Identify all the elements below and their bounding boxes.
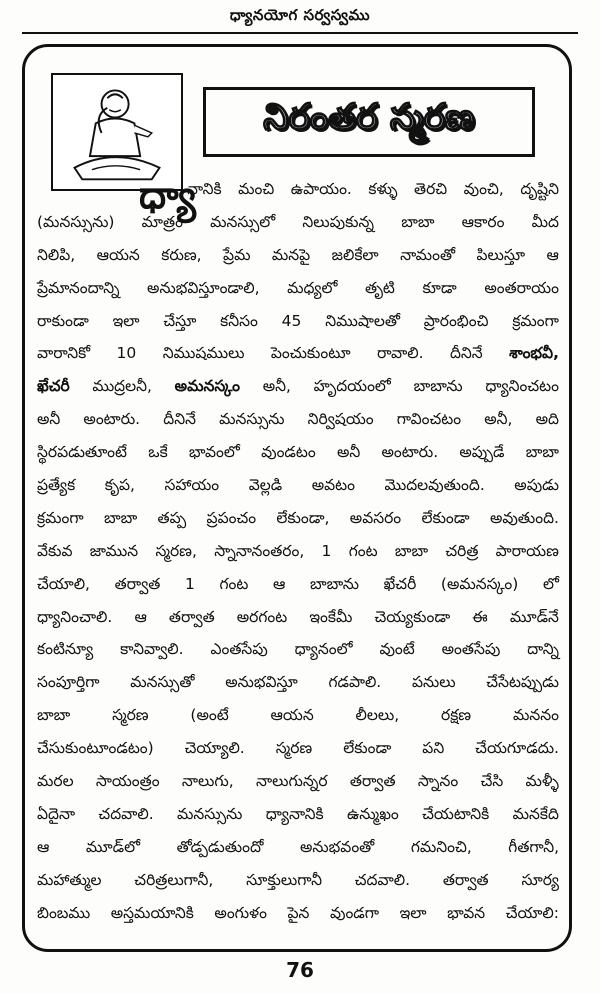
word: రావాలి.	[376, 344, 424, 363]
word: 10	[116, 344, 137, 363]
word: నిర్విషయం	[307, 410, 374, 429]
text-line	[37, 469, 559, 502]
word: సహాయం	[164, 476, 220, 495]
word: చేయగూడదు.	[475, 739, 559, 758]
word: కరుణ,	[161, 245, 202, 264]
header-rule	[22, 32, 578, 34]
word: ధ్యానించాలి.	[37, 607, 113, 626]
word: లీలలు,	[355, 706, 400, 725]
word: ధ్యానించటం	[485, 377, 559, 396]
text-line	[37, 666, 559, 699]
word: చేస్తూ	[163, 311, 197, 330]
word: కూడా	[422, 278, 457, 297]
word: అంటారు.	[83, 410, 141, 429]
word: గావించటం	[396, 410, 462, 429]
word: ఈ	[472, 607, 488, 626]
word: రాకుండా	[37, 311, 89, 330]
word: ప్రేమానందాన్ని	[37, 278, 120, 297]
seated-figure-icon	[53, 75, 181, 189]
word: ఆ	[134, 607, 147, 626]
word: భావన	[447, 903, 486, 922]
word: మీద	[531, 212, 559, 231]
word: మనస్సుతో	[130, 673, 195, 692]
word: 1	[184, 574, 195, 593]
word: వుండటం	[261, 443, 316, 462]
text-line	[37, 502, 559, 535]
word: తర్వాత	[442, 870, 489, 889]
running-header: ధ్యానయోగ సర్వస్వము	[229, 6, 371, 24]
word: ఉన్ముఖం	[346, 804, 399, 823]
word: 1	[321, 541, 332, 560]
word: చదవాలి.	[98, 804, 154, 823]
word: ముద్రలనీ,	[92, 377, 152, 396]
word: గంట	[219, 574, 249, 593]
word: బాబా	[525, 443, 559, 462]
word: లేకుండా,	[276, 508, 330, 527]
word: తర్వాత	[349, 772, 396, 791]
word: చేయాలి:	[505, 903, 559, 922]
word: మూడ్‌లో	[85, 837, 141, 856]
page-number: 76	[286, 958, 314, 982]
word: అవసరం	[349, 508, 402, 527]
word: నిముషాలతో	[325, 311, 400, 330]
word: ధ్యానానికి	[265, 804, 324, 823]
text-line	[37, 798, 559, 831]
word: అనుభవిస్తూండాలి,	[147, 278, 260, 297]
page-frame	[22, 44, 572, 952]
word: కానివ్వాలి.	[120, 640, 184, 659]
word: కనీసం	[220, 311, 258, 330]
word: ధ్యానంలో	[294, 640, 353, 659]
word: పని	[422, 739, 445, 758]
word: బాబాను	[309, 574, 359, 593]
word: అరగంట	[236, 607, 288, 626]
word: నిలుపుకున్న	[302, 212, 375, 231]
word: ఇంకేమీ	[309, 607, 353, 626]
word: మళ్ళీ	[525, 772, 559, 791]
text-line	[37, 535, 559, 568]
text-line	[37, 732, 559, 765]
text-line	[37, 699, 559, 732]
chapter-title: నిరంతర స్మరణ	[263, 97, 475, 138]
word: ఆ	[546, 245, 559, 264]
word: శాంభవీ,	[509, 344, 559, 363]
word: దాన్ని	[527, 640, 559, 659]
word: లో	[542, 574, 559, 593]
word: మనస్సును	[177, 804, 243, 823]
text-line	[37, 337, 559, 370]
word: ఆయన	[270, 706, 314, 725]
text-line	[37, 206, 559, 239]
word: చరిత్ర	[445, 541, 479, 560]
word: బింబము	[37, 903, 91, 922]
word: పైన	[287, 903, 310, 922]
word: ఎంతసేపు	[210, 640, 268, 659]
word: ఖేచరీ	[383, 574, 417, 593]
word: అనీ,	[484, 410, 513, 429]
word: జామున	[89, 541, 139, 560]
word: అపుడు	[514, 476, 559, 495]
word: స్మరణ	[275, 739, 313, 758]
word: చరిత్రలుగానీ,	[134, 870, 214, 889]
word: సంపూర్తిగా	[37, 673, 100, 692]
word: తర్వాత	[114, 574, 161, 593]
text-line	[37, 370, 559, 403]
word: అస్తమయానికి	[110, 903, 194, 922]
word: మనకేది	[512, 804, 559, 823]
word: మధ్యలో	[287, 278, 338, 297]
word: తృటి	[364, 278, 395, 297]
word: తప్ప	[157, 508, 187, 527]
word: కృప,	[104, 476, 135, 495]
word: ప్రేమ	[223, 245, 251, 264]
word: ఆ	[37, 837, 50, 856]
text-line	[37, 831, 559, 864]
word: అనుభవిస్తూ	[225, 673, 298, 692]
word: లేకుండా	[421, 508, 470, 527]
word: మొదలవుతుంది.	[384, 476, 485, 495]
word: మనపై	[271, 245, 311, 264]
word: గడపాలి.	[328, 673, 382, 692]
word: అవటం	[311, 476, 355, 495]
word: భావంలో	[188, 443, 240, 462]
word: వుంచి,	[463, 180, 504, 198]
word: గమనించి,	[410, 837, 472, 856]
word: చేసేటప్పుడు	[486, 673, 559, 692]
word: కళ్ళు	[368, 180, 398, 198]
text-line	[37, 568, 559, 601]
word: అంతసేపు	[441, 640, 501, 659]
word: నామంతో	[400, 245, 456, 264]
word: అది	[535, 410, 559, 429]
word: ఒకే	[148, 443, 168, 462]
word: నిముషములు	[162, 344, 245, 363]
word: వారానికో	[37, 344, 91, 363]
word: వుండగా	[329, 903, 380, 922]
word: చెయ్యాలి.	[184, 739, 245, 758]
word: అమనస్కం	[174, 377, 240, 396]
body-text	[37, 173, 559, 929]
text-line	[37, 601, 559, 634]
word: ఆయన	[96, 245, 140, 264]
text-line	[37, 897, 559, 930]
word: తెరచి	[414, 180, 448, 198]
word: అనుభవంతో	[300, 837, 375, 856]
word: పారాయణ	[495, 541, 559, 560]
word: రక్షణ	[441, 706, 472, 725]
word: బాబా	[37, 706, 71, 725]
word: స్థిరపడుతూంటే	[37, 443, 127, 462]
word: సాయంత్రం	[95, 772, 160, 791]
word: నాలుగున్నర	[255, 772, 328, 791]
word: ఉపాయం.	[290, 180, 352, 198]
text-line	[37, 403, 559, 436]
word: గంట	[348, 541, 378, 560]
word: సూక్తులుగానీ	[246, 870, 322, 889]
text-line	[37, 173, 559, 206]
word: మనస్సులో	[210, 212, 276, 231]
word: క్రమంగా	[512, 311, 559, 330]
word: మాత్రం	[141, 212, 183, 231]
word: బాబాను	[413, 377, 463, 396]
word: బాబా	[401, 212, 435, 231]
word: అవుతుంది.	[489, 508, 559, 527]
word: వేకువ	[37, 541, 73, 560]
word: చెయ్యకుండా	[374, 607, 451, 626]
chapter-title-box	[203, 87, 535, 157]
word: మననం	[512, 706, 559, 725]
word: సూర్య	[521, 870, 559, 889]
word: దృష్టిని	[520, 180, 559, 198]
word: స్మరణ	[112, 706, 149, 725]
word: అనీ	[336, 443, 361, 462]
word: ఏదైనా	[37, 804, 76, 823]
drop-cap: ధ్యా	[139, 173, 196, 217]
word: జలికేలా	[331, 245, 379, 264]
word: మనస్సును	[219, 410, 285, 429]
word: మహాత్ముల	[37, 870, 102, 889]
word: 45	[281, 311, 302, 330]
word: అంతరాయం	[484, 278, 559, 297]
word: కంటిన్యూ	[37, 640, 94, 659]
word: (అంటే	[190, 706, 229, 725]
word: బాబా	[394, 541, 429, 560]
word: స్నానానంతరం,	[214, 541, 305, 560]
word: ఇలా	[399, 903, 427, 922]
text-line	[37, 305, 559, 338]
word: (మనస్సును)	[37, 212, 115, 231]
word: బాబా	[103, 508, 138, 527]
word: దీనినే	[449, 344, 483, 363]
word: అంగుళం	[214, 903, 267, 922]
word: క్రమంగా	[37, 508, 84, 527]
word: హృదయంలో	[313, 377, 391, 396]
text-line	[37, 765, 559, 798]
word: ఖేచరీ	[37, 377, 70, 396]
word: ఆ	[272, 574, 286, 593]
word: నానికి	[187, 180, 222, 198]
word: తర్వాత	[168, 607, 215, 626]
word: చదవాలి.	[354, 870, 411, 889]
text-line	[37, 633, 559, 666]
word: పిలుస్తూ	[476, 245, 526, 264]
word: ఆకారం	[461, 212, 505, 231]
word: వెల్లడి	[248, 476, 283, 495]
text-line	[37, 239, 559, 272]
word: నిలిపి,	[37, 245, 76, 264]
word: తోడ్పడుతుందో	[176, 837, 264, 856]
word: చేసి	[480, 772, 504, 791]
word: చేసుకుంటూండటం)	[37, 739, 154, 758]
word: ప్రపంచం	[206, 508, 257, 527]
word: అనీ	[37, 410, 61, 429]
text-line	[37, 436, 559, 469]
word: పెంచుకుంటూ	[270, 344, 351, 363]
word: నాలుగు,	[181, 772, 234, 791]
word: ప్రారంభించి	[423, 311, 489, 330]
word: (అమనస్కం)	[440, 574, 519, 593]
word: స్మరణ,	[155, 541, 197, 560]
text-line	[37, 864, 559, 897]
word: అనీ,	[262, 377, 291, 396]
word: ప్రత్యేక	[37, 476, 76, 495]
word: ఇలా	[112, 311, 140, 330]
word: చేయాలి,	[37, 574, 90, 593]
word: లేకుండా	[343, 739, 392, 758]
word: అప్పుడే	[459, 443, 505, 462]
word: గీతగానీ,	[508, 837, 559, 856]
word: దీనినే	[163, 410, 196, 429]
word: వుంటే	[379, 640, 415, 659]
word: పనులు	[411, 673, 456, 692]
word: మరల	[37, 772, 74, 791]
word: మంచి	[238, 180, 275, 198]
word: మూడ్‌నే	[509, 607, 559, 626]
text-line	[37, 272, 559, 305]
word: అంటారు.	[381, 443, 439, 462]
word: స్నానం	[417, 772, 459, 791]
word: చేయటానికి	[422, 804, 490, 823]
